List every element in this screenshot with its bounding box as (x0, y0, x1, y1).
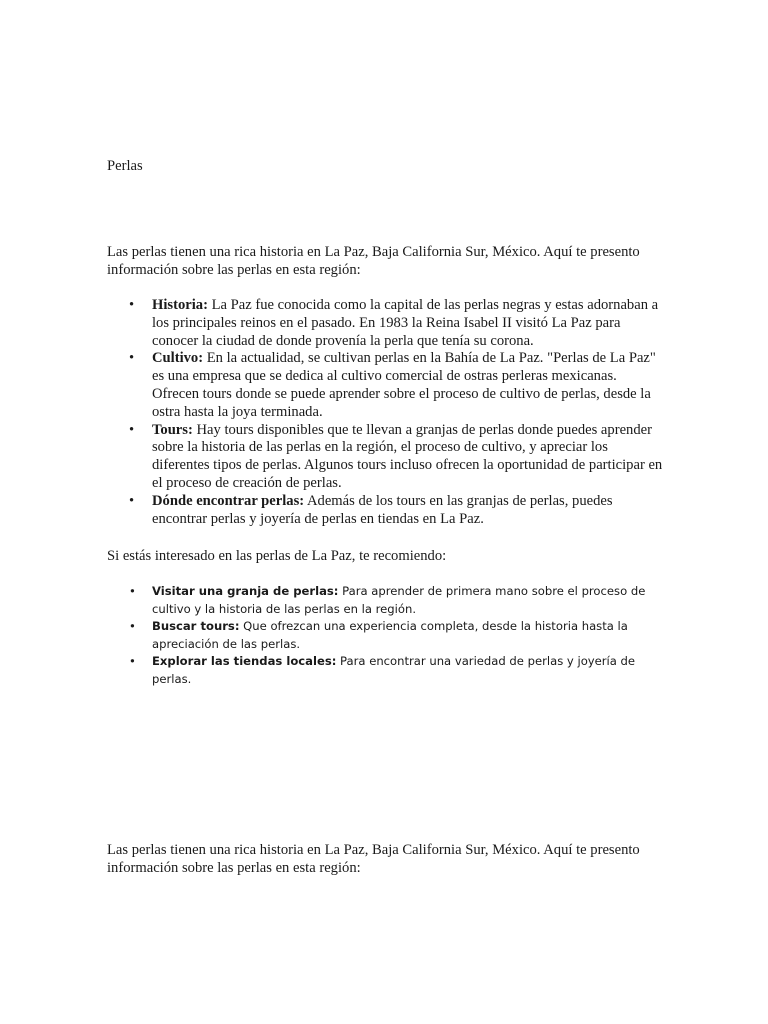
list-item-text: Además de los tours en las granjas de perlas, puedes encontrar perlas y joyería de perlas en tiendas en La Paz. (152, 492, 613, 527)
tip-item-label: Buscar tours: (152, 619, 240, 634)
list-item-label: Cultivo: (152, 350, 204, 367)
tip-item-text: Para encontrar una variedad de perlas y joyería de perlas. (152, 654, 636, 686)
tip-item-granja (107, 583, 667, 618)
tip-item-tours (107, 618, 667, 653)
list-item-label: Dónde encontrar perlas: (152, 492, 305, 509)
list-item-text: La Paz fue conocida como la capital de las perlas negras y estas adornaban a los principales reinos en el pasado. En 1983 la Reina Isabel II visitó La Paz para conocer la ciudad de donde provenía la perla que tenía su corona. (152, 297, 659, 349)
list-item-historia (107, 297, 667, 350)
tip-item-text: Que ofrezcan una experiencia completa, desde la historia hasta la apreciación de las perlas. (152, 619, 628, 651)
tip-item-tiendas (107, 653, 667, 688)
list-item-label: Historia: (152, 297, 208, 313)
info-list (107, 297, 667, 528)
document-title: Perlas (107, 158, 143, 174)
repeat-intro-paragraph: Las perlas tienen una rica historia en La Paz, Baja California Sur, México. Aquí te presento información sobre las perlas en esta región: (107, 842, 640, 876)
list-item-donde-encontrar (107, 493, 667, 529)
tips-list (107, 583, 667, 689)
recommend-paragraph: Si estás interesado en las perlas de La Paz, te recomiendo: (107, 548, 447, 564)
list-item-cultivo (107, 350, 667, 421)
list-item-text: En la actualidad, se cultivan perlas en la Bahía de La Paz. "Perlas de La Paz" es una empresa que se dedica al cultivo comercial de ostras perleras mexicanas. Ofrecen tours donde se puede aprender sobre el proceso de cultivo de perlas, desde la ostra hasta la joya terminada. (152, 350, 656, 420)
list-item-text: Hay tours disponibles que te llevan a granjas de perlas donde puedes aprender sobre la historia de las perlas en la región, el proceso de cultivo, y apreciar los diferentes tipos de perlas. Algunos tours incluso ofrecen la oportunidad de participar en el proceso de creación de perlas. (152, 421, 663, 491)
tip-item-label: Visitar una granja de perlas: (152, 584, 339, 598)
list-item-label: Tours: (152, 421, 193, 438)
tip-item-label: Explorar las tiendas locales: (152, 654, 337, 669)
intro-paragraph: Las perlas tienen una rica historia en La Paz, Baja California Sur, México. Aquí te presento información sobre las perlas en esta región: (107, 244, 640, 278)
tip-item-text: Para aprender de primera mano sobre el proceso de cultivo y la historia de las perlas en la región. (152, 584, 646, 616)
list-item-tours (107, 422, 667, 493)
